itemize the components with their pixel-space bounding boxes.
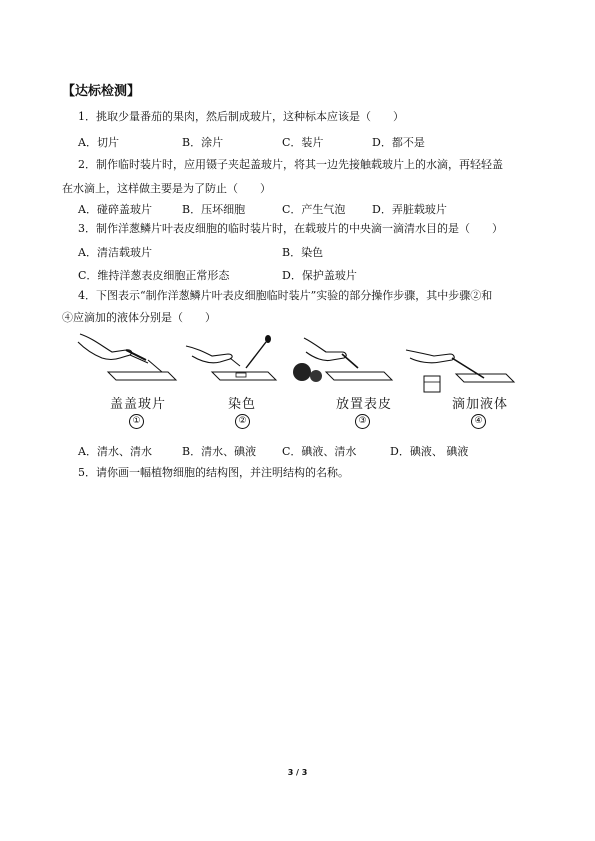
question-1-stem: 1．挑取少量番茄的果肉，然后制成玻片，这种标本应该是（ ）	[78, 110, 404, 123]
figure-step-cover-slip	[72, 330, 182, 390]
figure-number-3: ③	[355, 414, 370, 429]
q4-option-a: A．清水、清水	[78, 445, 152, 458]
figure-step-add-liquid	[398, 330, 518, 394]
q4-option-c: C．碘液、清水	[282, 445, 357, 458]
q4-option-d: D．碘液、 碘液	[390, 445, 469, 458]
q2-option-d: D．弄脏载玻片	[372, 203, 447, 216]
question-4-stem-line1: 4．下图表示“制作洋葱鳞片叶表皮细胞临时装片”实验的部分操作步骤，其中步骤②和	[78, 289, 493, 302]
page-number: 3 / 3	[287, 768, 308, 777]
question-3-stem: 3．制作洋葱鳞片叶表皮细胞的临时装片时，在载玻片的中央滴一滴清水目的是（ ）	[78, 222, 503, 235]
figure-step-stain	[182, 330, 282, 390]
question-4-stem-line2: ④应滴加的液体分别是（ ）	[62, 311, 216, 324]
q2-option-c: C．产生气泡	[282, 203, 346, 216]
figure-number-1: ①	[129, 414, 144, 429]
q3-option-d: D．保护盖玻片	[282, 269, 357, 282]
figure-caption-1: 盖盖玻片	[110, 397, 167, 412]
q1-option-c: C．装片	[282, 136, 324, 149]
figure-step-place-epidermis	[286, 330, 396, 390]
q2-option-b: B．压坏细胞	[182, 203, 246, 216]
figure-number-2: ②	[235, 414, 250, 429]
q3-option-c: C．维持洋葱表皮细胞正常形态	[78, 269, 230, 282]
q3-option-a: A．清洁载玻片	[78, 246, 152, 259]
q3-option-b: B．染色	[282, 246, 324, 259]
q1-option-a: A．切片	[78, 136, 119, 149]
q1-option-b: B．涂片	[182, 136, 224, 149]
q4-option-b: B．清水、碘液	[182, 445, 257, 458]
figure-number-4: ④	[471, 414, 486, 429]
figure-caption-3: 放置表皮	[336, 397, 393, 412]
figure-caption-4: 滴加液体	[452, 397, 509, 412]
question-2-stem-line1: 2．制作临时装片时，应用镊子夹起盖玻片，将其一边先接触载玻片上的水滴，再轻轻盖	[78, 158, 503, 171]
q1-option-d: D．都不是	[372, 136, 425, 149]
question-2-stem-line2: 在水滴上，这样做主要是为了防止（ ）	[62, 182, 271, 195]
question-5-stem: 5．请你画一幅植物细胞的结构图，并注明结构的名称。	[78, 466, 349, 479]
q2-option-a: A．碰碎盖玻片	[78, 203, 152, 216]
section-title: 【达标检测】	[62, 84, 141, 99]
figure-caption-2: 染色	[228, 397, 257, 412]
